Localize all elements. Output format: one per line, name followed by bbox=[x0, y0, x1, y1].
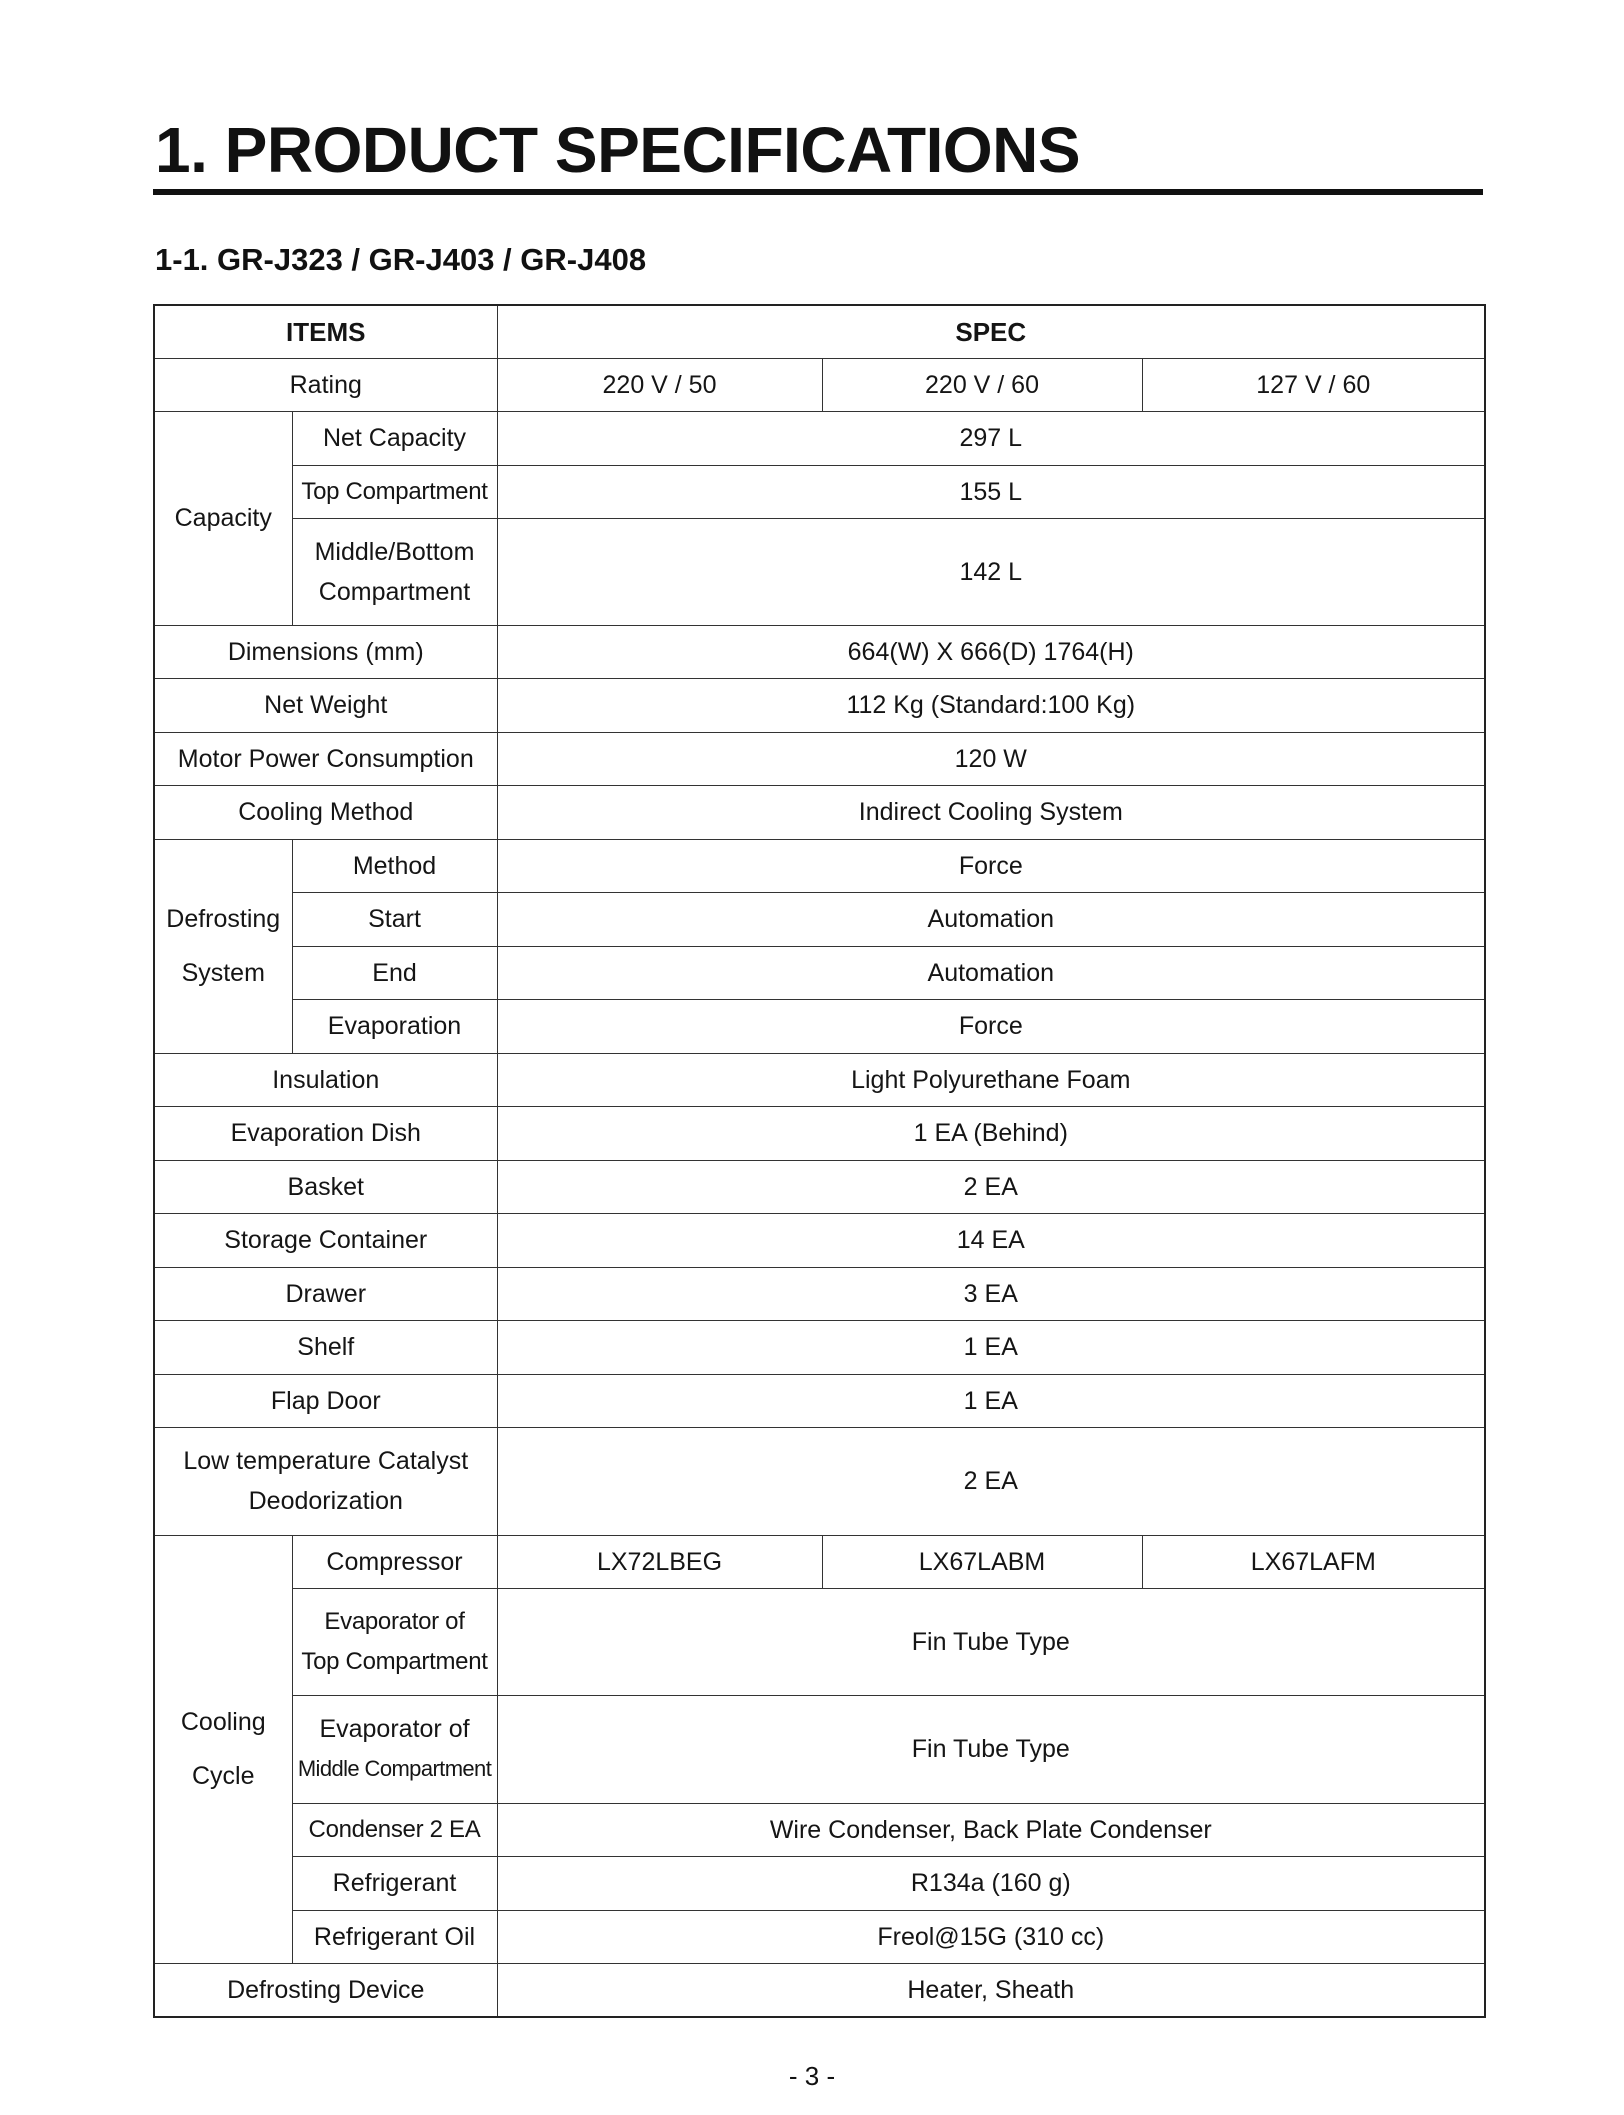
spec-table bbox=[153, 304, 1486, 2018]
page-number: - 3 - bbox=[788, 2061, 836, 2091]
table-row bbox=[154, 1053, 1485, 1106]
middle-bottom-label-line1: Middle/Bottom bbox=[314, 537, 475, 566]
motor-power-label: Motor Power Consumption bbox=[154, 732, 497, 785]
evap-top-label-line1: Evaporator of bbox=[324, 1607, 465, 1635]
compressor-value-3: LX67LAFM bbox=[1142, 1535, 1485, 1588]
compressor-label: Compressor bbox=[292, 1535, 497, 1588]
table-row bbox=[154, 518, 1485, 625]
section-subtitle: 1-1. GR-J323 / GR-J403 / GR-J408 bbox=[155, 242, 647, 277]
table-row bbox=[154, 411, 1485, 465]
drawer-value: 3 EA bbox=[497, 1267, 1485, 1320]
refrigerant-oil-label: Refrigerant Oil bbox=[292, 1910, 497, 1963]
basket-label: Basket bbox=[154, 1160, 497, 1213]
rating-value-1: 220 V / 50 bbox=[497, 358, 822, 411]
evap-top-label-line2: Top Compartment bbox=[301, 1647, 488, 1675]
table-row bbox=[154, 1374, 1485, 1427]
top-compartment-label: Top Compartment bbox=[292, 465, 497, 518]
defrost-start-value: Automation bbox=[497, 892, 1485, 946]
header-spec: SPEC bbox=[497, 305, 1485, 358]
cooling-method-label: Cooling Method bbox=[154, 785, 497, 839]
evap-top-label bbox=[292, 1588, 497, 1695]
defrost-method-label: Method bbox=[292, 839, 497, 892]
table-row bbox=[154, 999, 1485, 1053]
net-weight-label: Net Weight bbox=[154, 678, 497, 732]
table-row bbox=[154, 1856, 1485, 1910]
rating-label: Rating bbox=[154, 358, 497, 411]
dimensions-label: Dimensions (mm) bbox=[154, 625, 497, 678]
catalyst-label bbox=[154, 1427, 497, 1535]
defrost-end-value: Automation bbox=[497, 946, 1485, 999]
compressor-value-2: LX67LABM bbox=[822, 1535, 1142, 1588]
cooling-method-value: Indirect Cooling System bbox=[497, 785, 1485, 839]
defrost-start-label: Start bbox=[292, 892, 497, 946]
defrosting-device-value: Heater, Sheath bbox=[497, 1963, 1485, 2017]
table-row bbox=[154, 892, 1485, 946]
middle-bottom-value: 142 L bbox=[497, 518, 1485, 625]
table-row bbox=[154, 465, 1485, 518]
evap-middle-label bbox=[292, 1695, 497, 1803]
table-row bbox=[154, 625, 1485, 678]
condenser-label: Condenser 2 EA bbox=[292, 1803, 497, 1856]
refrigerant-label: Refrigerant bbox=[292, 1856, 497, 1910]
catalyst-label-line1: Low temperature Catalyst bbox=[183, 1447, 469, 1475]
evap-middle-value: Fin Tube Type bbox=[497, 1695, 1485, 1803]
basket-value: 2 EA bbox=[497, 1160, 1485, 1213]
table-row bbox=[154, 1320, 1485, 1374]
net-capacity-value: 297 L bbox=[497, 411, 1485, 465]
condenser-value: Wire Condenser, Back Plate Condenser bbox=[497, 1803, 1485, 1856]
evap-middle-label-line1: Evaporator of bbox=[319, 1715, 470, 1743]
rating-value-3: 127 V / 60 bbox=[1142, 358, 1485, 411]
top-compartment-value: 155 L bbox=[497, 465, 1485, 518]
table-row bbox=[154, 1106, 1485, 1160]
table-row bbox=[154, 678, 1485, 732]
table-row bbox=[154, 1963, 1485, 2017]
refrigerant-oil-value: Freol@15G (310 cc) bbox=[497, 1910, 1485, 1963]
net-capacity-label: Net Capacity bbox=[292, 411, 497, 465]
compressor-value-1: LX72LBEG bbox=[497, 1535, 822, 1588]
header-items: ITEMS bbox=[154, 305, 497, 358]
defrosting-device-label: Defrosting Device bbox=[154, 1963, 497, 2017]
defrosting-system-group-label bbox=[154, 839, 292, 1053]
net-weight-value: 112 Kg (Standard:100 Kg) bbox=[497, 678, 1485, 732]
defrosting-group-line2: System bbox=[181, 959, 265, 987]
storage-container-label: Storage Container bbox=[154, 1213, 497, 1267]
dimensions-value: 664(W) X 666(D) 1764(H) bbox=[497, 625, 1485, 678]
cooling-cycle-line1: Cooling bbox=[180, 1708, 266, 1736]
table-row bbox=[154, 1588, 1485, 1695]
evap-top-value: Fin Tube Type bbox=[497, 1588, 1485, 1695]
capacity-group-label: Capacity bbox=[154, 411, 292, 625]
defrosting-group-line1: Defrosting bbox=[166, 905, 281, 933]
evaporation-dish-value: 1 EA (Behind) bbox=[497, 1106, 1485, 1160]
table-row bbox=[154, 1910, 1485, 1963]
table-row bbox=[154, 1803, 1485, 1856]
evaporation-dish-label: Evaporation Dish bbox=[154, 1106, 497, 1160]
defrost-end-label: End bbox=[292, 946, 497, 999]
title-underline bbox=[153, 189, 1483, 195]
table-row bbox=[154, 1213, 1485, 1267]
table-row bbox=[154, 1427, 1485, 1535]
table-row bbox=[154, 1535, 1485, 1588]
table-row bbox=[154, 1267, 1485, 1320]
insulation-label: Insulation bbox=[154, 1053, 497, 1106]
table-row bbox=[154, 785, 1485, 839]
motor-power-value: 120 W bbox=[497, 732, 1485, 785]
table-row bbox=[154, 946, 1485, 999]
cooling-cycle-line2: Cycle bbox=[191, 1762, 255, 1790]
catalyst-value: 2 EA bbox=[497, 1427, 1485, 1535]
table-row bbox=[154, 1160, 1485, 1213]
drawer-label: Drawer bbox=[154, 1267, 497, 1320]
table-row bbox=[154, 839, 1485, 892]
middle-bottom-label-line2: Compartment bbox=[318, 577, 471, 606]
refrigerant-value: R134a (160 g) bbox=[497, 1856, 1485, 1910]
catalyst-label-line2: Deodorization bbox=[248, 1487, 403, 1515]
cooling-cycle-group-label bbox=[154, 1535, 292, 1963]
table-row bbox=[154, 732, 1485, 785]
shelf-value: 1 EA bbox=[497, 1320, 1485, 1374]
defrost-evaporation-value: Force bbox=[497, 999, 1485, 1053]
flap-door-label: Flap Door bbox=[154, 1374, 497, 1427]
defrost-evaporation-label: Evaporation bbox=[292, 999, 497, 1053]
evap-middle-label-line2: Middle Compartment bbox=[297, 1756, 492, 1781]
middle-bottom-label bbox=[292, 518, 497, 625]
storage-container-value: 14 EA bbox=[497, 1213, 1485, 1267]
defrost-method-value: Force bbox=[497, 839, 1485, 892]
insulation-value: Light Polyurethane Foam bbox=[497, 1053, 1485, 1106]
table-row bbox=[154, 358, 1485, 411]
shelf-label: Shelf bbox=[154, 1320, 497, 1374]
table-header-row bbox=[154, 305, 1485, 358]
rating-value-2: 220 V / 60 bbox=[822, 358, 1142, 411]
table-row bbox=[154, 1695, 1485, 1803]
flap-door-value: 1 EA bbox=[497, 1374, 1485, 1427]
page-title: 1. PRODUCT SPECIFICATIONS bbox=[155, 114, 1081, 186]
